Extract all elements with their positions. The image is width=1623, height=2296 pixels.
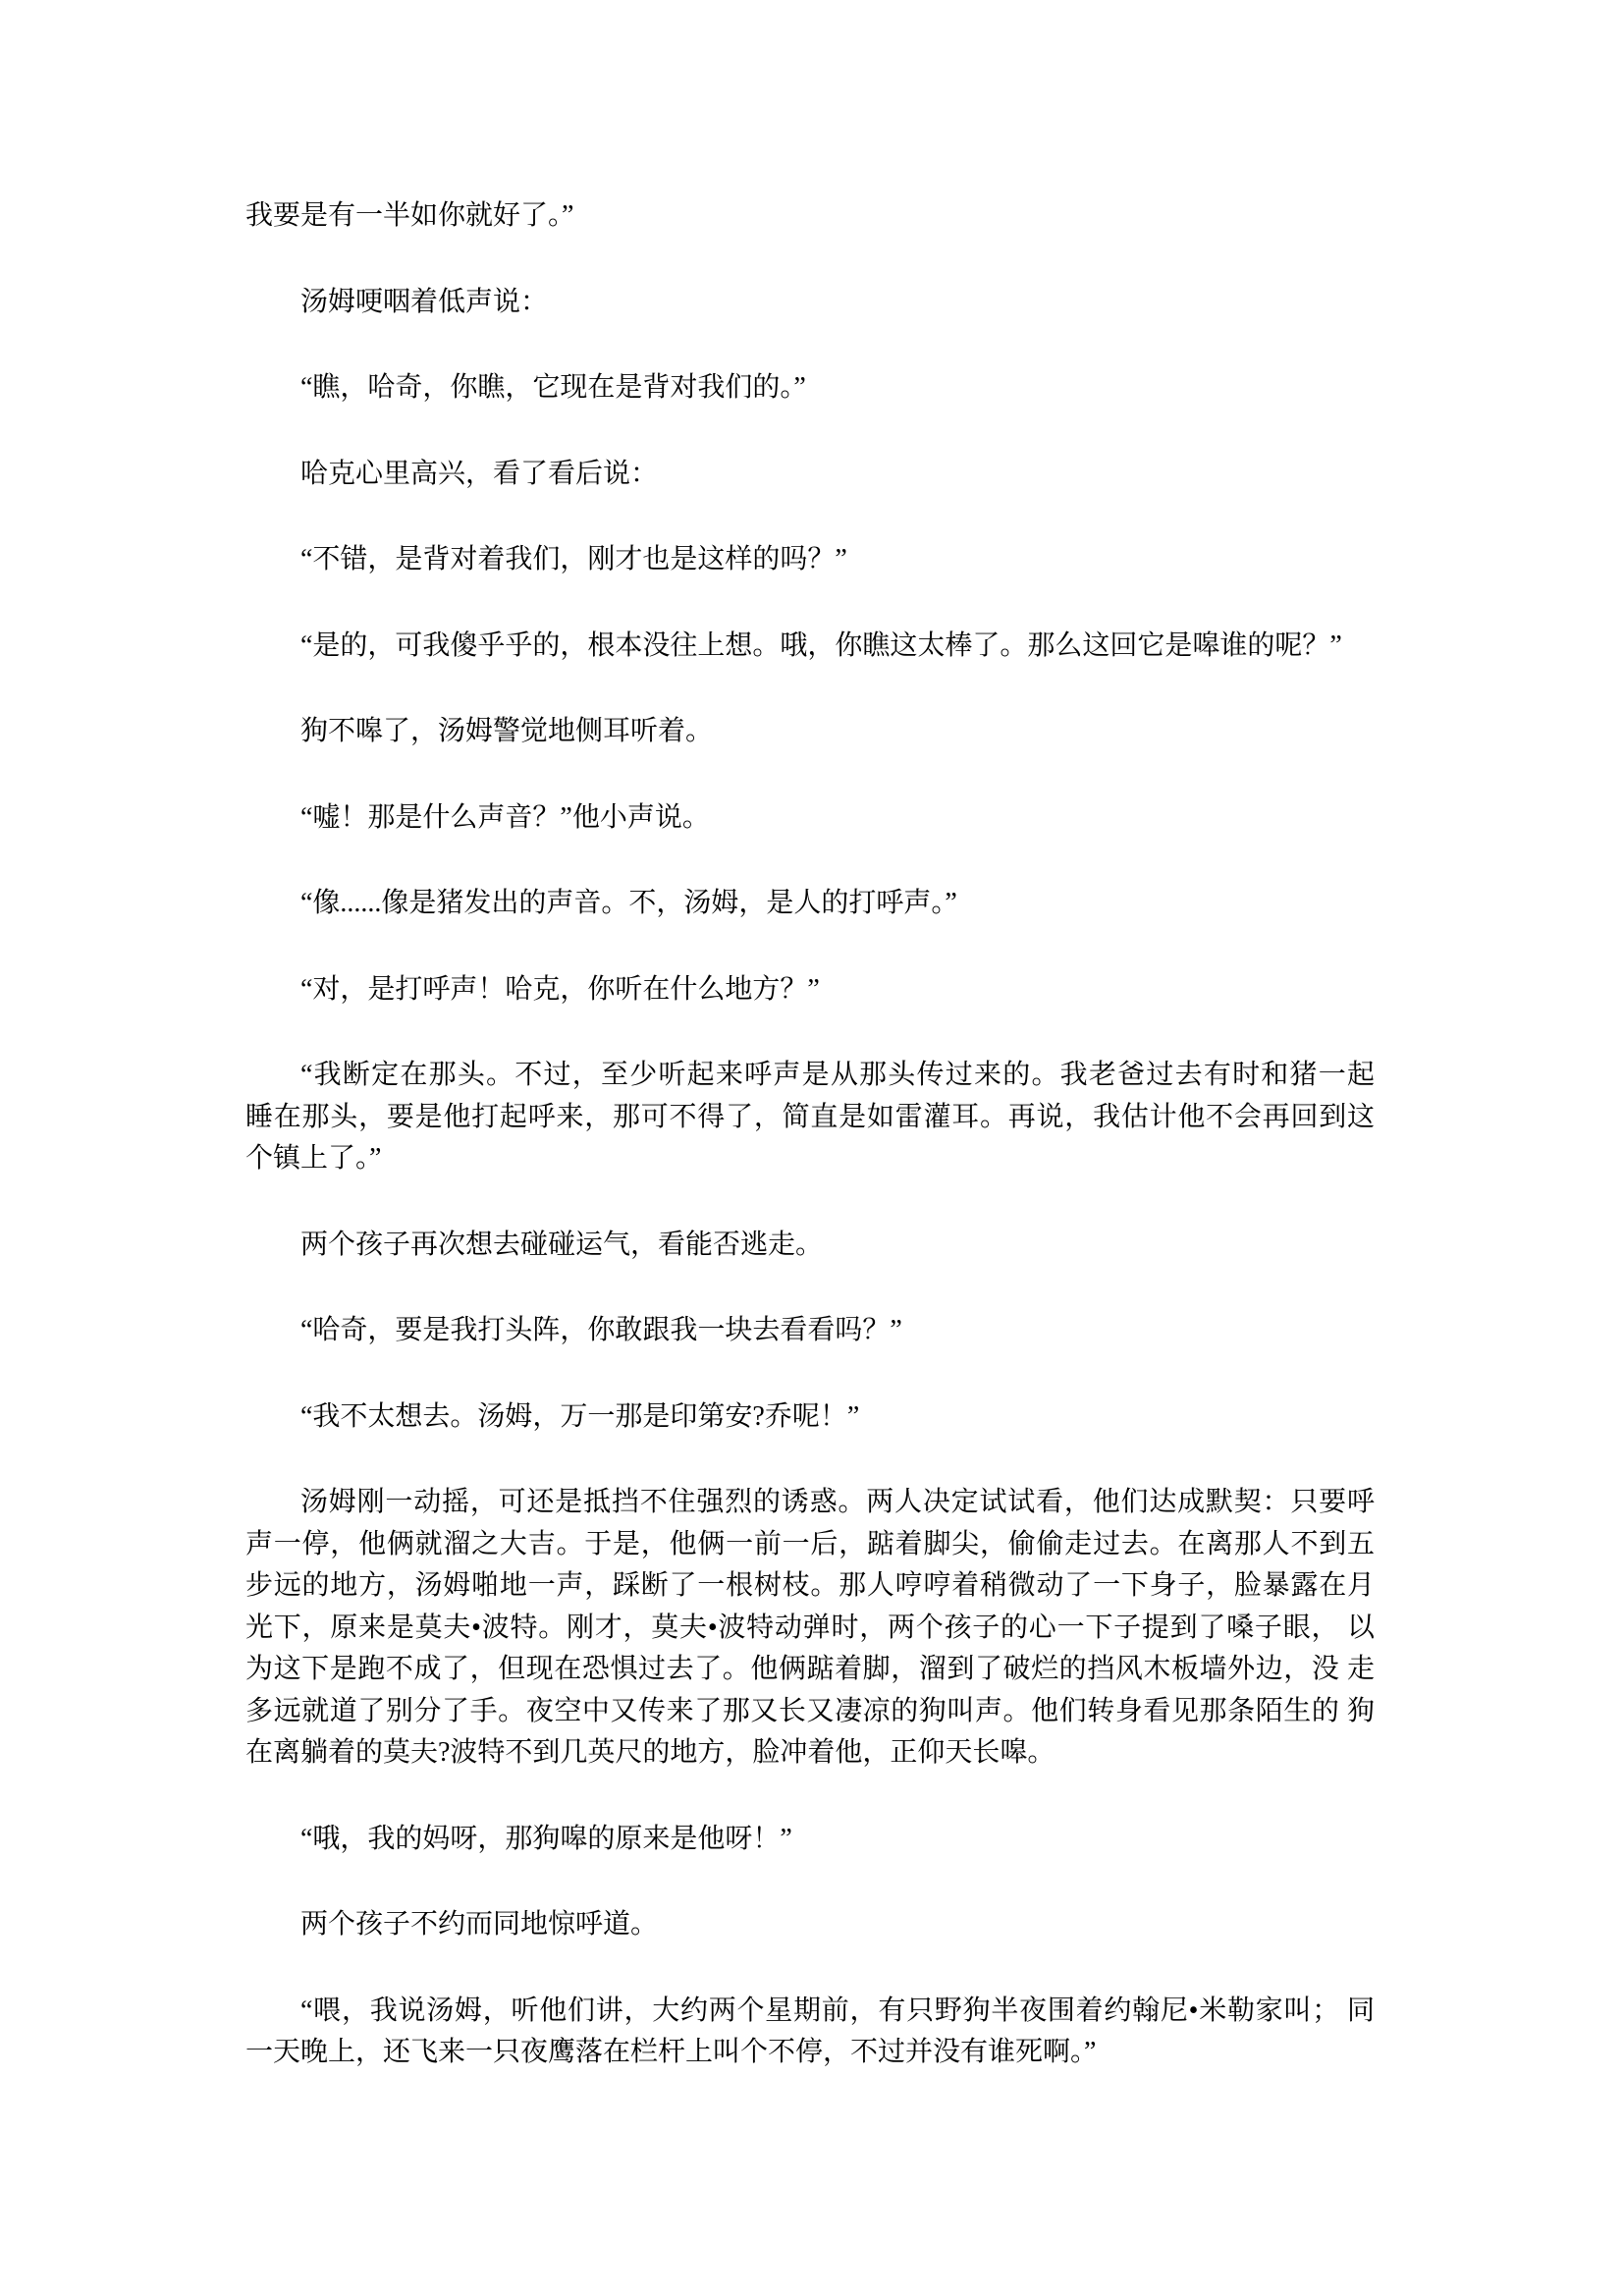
paragraph bbox=[245, 1991, 1375, 2074]
text-line: 个镇上了。” bbox=[245, 1143, 382, 1174]
paragraph bbox=[245, 195, 1375, 238]
paragraph bbox=[245, 1396, 1375, 1439]
text-line: “像......像是猪发出的声音。不，汤姆，是人的打呼声。” bbox=[300, 888, 957, 918]
paragraph bbox=[245, 1225, 1375, 1267]
text-line: 我要是有一半如你就好了。” bbox=[245, 200, 574, 231]
text-line: 步远的地方，汤姆啪地一声，踩断了一根树枝。那人哼哼着稍微动了一下身子，脸暴露在月 bbox=[245, 1570, 1375, 1601]
text-line: 汤姆刚一动摇，可还是抵挡不住强烈的诱惑。两人决定试试看，他们达成默契：只要呼 bbox=[300, 1487, 1375, 1517]
text-line: 两个孩子不约而同地惊呼道。 bbox=[300, 1909, 659, 1940]
text-line: “我断定在那头。不过，至少听起来呼声是从那头传过来的。我老爸过去有时和猪一起 bbox=[300, 1060, 1375, 1090]
text-line: 光下，原来是莫夫•波特。刚才，莫夫•波特动弹时，两个孩子的心一下子提到了嗓子眼， 以 bbox=[245, 1612, 1375, 1643]
text-block bbox=[245, 195, 1375, 2118]
text-line: “哈奇，要是我打头阵，你敢跟我一块去看看吗？” bbox=[300, 1315, 902, 1345]
text-line: “嘘！那是什么声音？”他小声说。 bbox=[300, 801, 710, 833]
paragraph bbox=[245, 969, 1375, 1011]
text-line: 在离躺着的莫夫?波特不到几英尺的地方，脸冲着他，正仰天长嗥。 bbox=[245, 1737, 1055, 1768]
paragraph bbox=[245, 539, 1375, 581]
paragraph bbox=[245, 367, 1375, 410]
text-line: 狗不嗥了，汤姆警觉地侧耳听着。 bbox=[300, 716, 714, 746]
text-line: “不错，是背对着我们，刚才也是这样的吗？” bbox=[300, 544, 847, 574]
text-line: 两个孩子再次想去碰碰运气，看能否逃走。 bbox=[300, 1229, 824, 1260]
text-line: 汤姆哽咽着低声说： bbox=[300, 286, 549, 317]
text-line: 哈克心里高兴，看了看后说： bbox=[300, 458, 659, 489]
paragraph bbox=[245, 282, 1375, 324]
paragraph bbox=[245, 797, 1375, 840]
text-line: 一天晚上，还飞来一只夜鹰落在栏杆上叫个不停，不过并没有谁死啊。” bbox=[245, 2037, 1097, 2067]
text-line: “哦，我的妈呀，那狗嗥的原来是他呀！” bbox=[300, 1823, 792, 1854]
paragraph bbox=[245, 1482, 1375, 1775]
text-line: 声一停，他俩就溜之大吉。于是，他俩一前一后，踮着脚尖，偷偷走过去。在离那人不到五 bbox=[245, 1528, 1375, 1559]
text-line: “瞧，哈奇，你瞧，它现在是背对我们的。” bbox=[300, 372, 806, 403]
paragraph bbox=[245, 711, 1375, 753]
text-line: 多远就道了别分了手。夜空中又传来了那又长又凄凉的狗叫声。他们转身看见那条陌生的 狗 bbox=[245, 1695, 1375, 1726]
paragraph bbox=[245, 454, 1375, 496]
paragraph bbox=[245, 1819, 1375, 1861]
paragraph bbox=[245, 1055, 1375, 1180]
text-line: “喂，我说汤姆，听他们讲，大约两个星期前，有只野狗半夜围着约翰尼•米勒家叫； 同 bbox=[300, 1995, 1375, 2026]
text-line: 睡在那头，要是他打起呼来，那可不得了，简直是如雷灌耳。再说，我估计他不会再回到这 bbox=[245, 1101, 1375, 1132]
text-line: 为这下是跑不成了，但现在恐惧过去了。他俩踮着脚，溜到了破烂的挡风木板墙外边，没 走 bbox=[245, 1654, 1375, 1684]
paragraph bbox=[245, 626, 1375, 668]
text-line: “是的，可我傻乎乎的，根本没往上想。哦，你瞧这太棒了。那么这回它是嗥谁的呢？” bbox=[300, 629, 1342, 661]
paragraph bbox=[245, 883, 1375, 925]
paragraph bbox=[245, 1310, 1375, 1352]
text-line: “对，是打呼声！哈克，你听在什么地方？” bbox=[300, 973, 820, 1005]
paragraph bbox=[245, 1904, 1375, 1946]
text-line: “我不太想去。汤姆，万一那是印第安?乔呢！” bbox=[300, 1400, 860, 1432]
